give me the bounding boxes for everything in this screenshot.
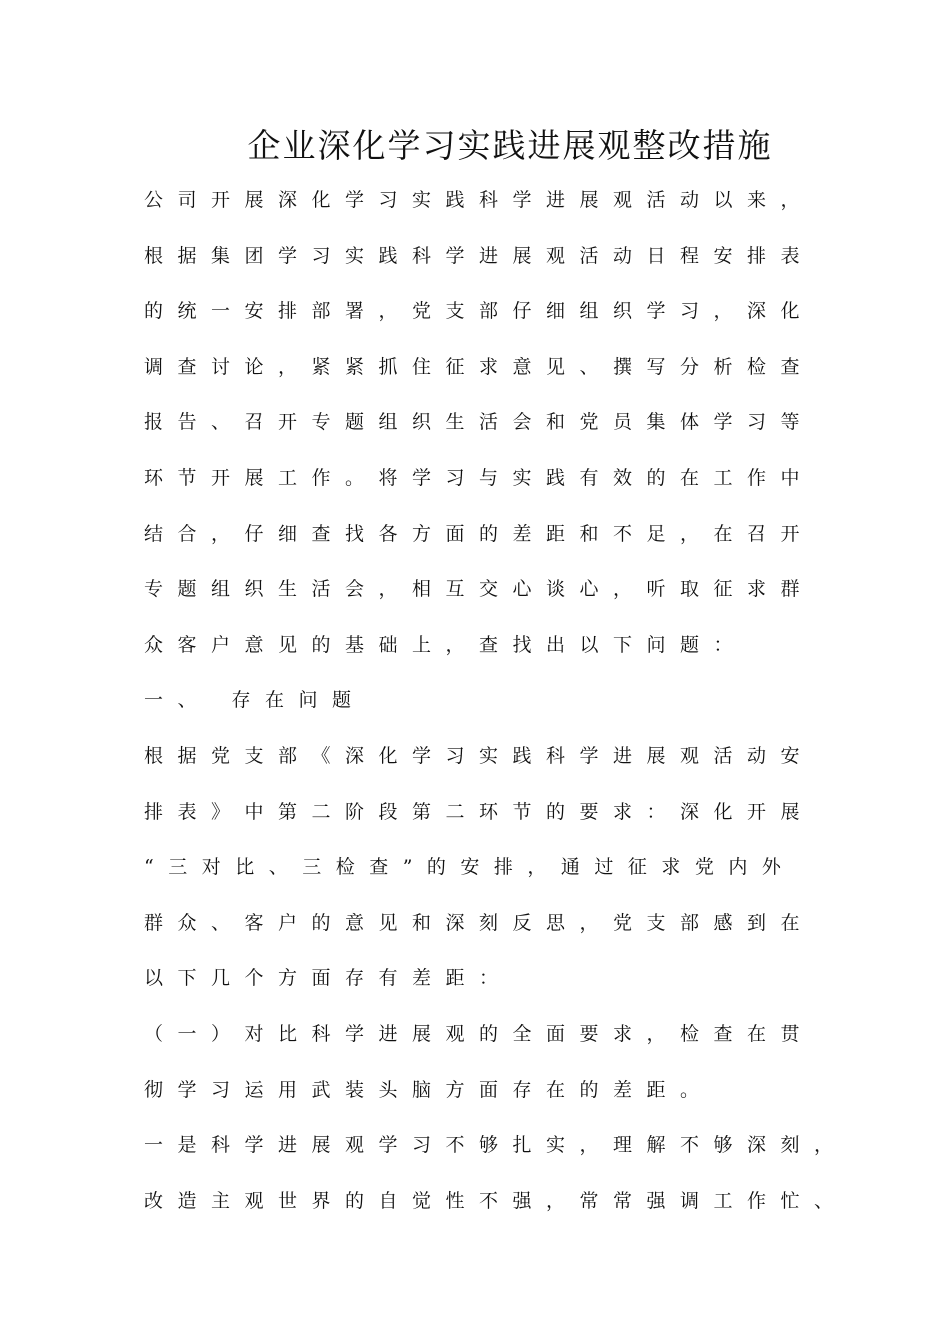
body-line: 专题组织生活会，相互交心谈心，听取征求群 bbox=[144, 578, 815, 601]
body-line: 一是科学进展观学习不够扎实，理解不够深刻， bbox=[144, 1134, 848, 1157]
body-line: 的统一安排部署，党支部仔细组织学习，深化 bbox=[144, 300, 815, 323]
body-line: 根据集团学习实践科学进展观活动日程安排表 bbox=[144, 244, 815, 267]
body-line: 报告、召开专题组织生活会和党员集体学习等 bbox=[144, 411, 815, 434]
body-line: “三对比、三检查”的安排，通过征求党内外 bbox=[144, 856, 796, 879]
subsection-heading: （一）对比科学进展观的全面要求，检查在贯 bbox=[144, 1022, 815, 1045]
body-line: 群众、客户的意见和深刻反思，党支部感到在 bbox=[144, 911, 815, 934]
body-line: 排表》中第二阶段第二环节的要求：深化开展 bbox=[144, 800, 815, 823]
body-line: 结合，仔细查找各方面的差距和不足，在召开 bbox=[144, 522, 815, 545]
body-line: 众客户意见的基础上，查找出以下问题： bbox=[144, 633, 748, 656]
section-heading: 一、 存在问题 bbox=[144, 689, 366, 712]
body-line: 调查讨论，紧紧抓住征求意见、撰写分析检查 bbox=[144, 355, 815, 378]
body-line: 公司开展深化学习实践科学进展观活动以来， bbox=[144, 189, 815, 211]
body-line: 改造主观世界的自觉性不强，常常强调工作忙、 bbox=[144, 1189, 848, 1212]
body-line: 根据党支部《深化学习实践科学进展观活动安 bbox=[144, 744, 815, 767]
document-title: 企业深化学习实践进展观整改措施 bbox=[247, 126, 773, 165]
document-body bbox=[144, 177, 848, 1233]
body-line: 环节开展工作。将学习与实践有效的在工作中 bbox=[144, 466, 815, 489]
body-line: 彻学习运用武装头脑方面存在的差距。 bbox=[144, 1078, 714, 1101]
body-line: 以下几个方面存有差距： bbox=[144, 967, 513, 990]
